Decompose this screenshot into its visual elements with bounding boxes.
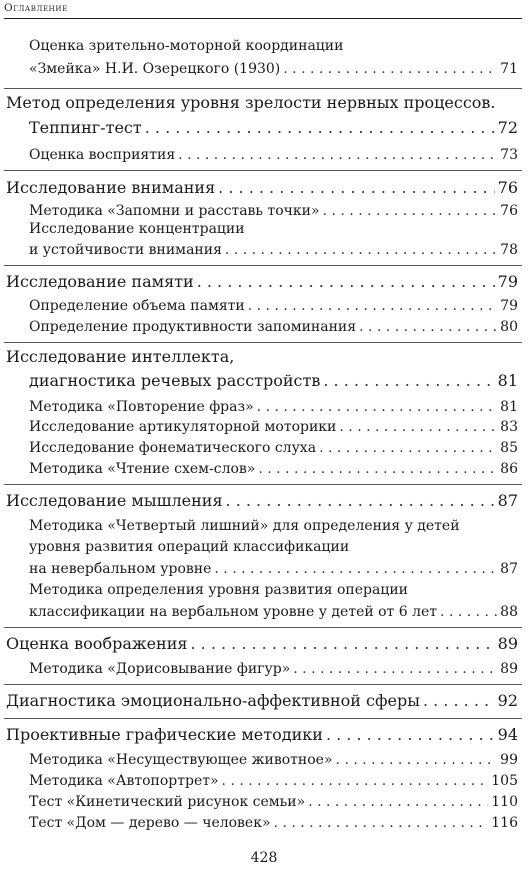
leader-dots bbox=[178, 147, 497, 163]
toc-section-imagination bbox=[6, 634, 518, 653]
toc-page-number: 87 bbox=[497, 491, 518, 510]
toc-entry-title: Оценка восприятия bbox=[29, 147, 176, 163]
toc-page-number: 116 bbox=[491, 815, 518, 831]
leader-dots bbox=[359, 319, 497, 335]
leader-dots bbox=[214, 561, 497, 577]
toc-section-title: Проективные графические методики bbox=[6, 725, 323, 744]
leader-dots bbox=[283, 61, 497, 77]
toc-entry-title: классификации на вербальном уровне у детей от 6 лет bbox=[29, 604, 438, 620]
toc-section-memory bbox=[6, 272, 518, 291]
toc-entry-title: Методика «Автопортрет» bbox=[29, 773, 219, 789]
leader-dots bbox=[197, 272, 495, 291]
toc-page-number: 99 bbox=[500, 752, 518, 768]
toc-page-number: 105 bbox=[491, 773, 518, 789]
section-divider bbox=[4, 484, 522, 485]
leader-dots bbox=[226, 491, 495, 510]
toc-entry-title: Методика «Чтение схем-слов» bbox=[29, 461, 256, 477]
leader-dots bbox=[257, 399, 498, 415]
running-head: Оглавление bbox=[4, 2, 68, 14]
toc-section-title: Исследование мышления bbox=[6, 491, 223, 510]
toc-section-projective bbox=[6, 725, 518, 744]
toc-section-title: Оценка воображения bbox=[6, 634, 188, 653]
toc-entry-remember-dots bbox=[29, 203, 518, 219]
toc-entry-line: Методика «Четвертый лишний» для определения у детей bbox=[29, 518, 460, 534]
leader-dots bbox=[145, 118, 495, 137]
toc-entry-title: Методика «Запомни и расставь точки» bbox=[29, 203, 320, 219]
toc-entry-title: Тест «Дом — дерево — человек» bbox=[29, 815, 271, 831]
leader-dots bbox=[423, 691, 495, 710]
section-divider bbox=[4, 684, 522, 685]
toc-entry-title: Определение продуктивности запоминания bbox=[29, 319, 357, 335]
toc-page-number: 79 bbox=[500, 298, 518, 314]
toc-entry-animal bbox=[29, 752, 518, 768]
toc-entry-title: «Змейка» Н.И. Озерецкого (1930) bbox=[29, 61, 281, 77]
toc-entry-title: на невербальном уровне bbox=[29, 561, 212, 577]
leader-dots bbox=[308, 794, 488, 810]
toc-entry-zmeyka bbox=[29, 61, 518, 77]
leader-dots bbox=[258, 461, 497, 477]
toc-section-line: Метод определения уровня зрелости нервных процессов. bbox=[6, 93, 496, 112]
section-divider bbox=[4, 88, 522, 89]
toc-section-thinking bbox=[6, 491, 518, 510]
leader-dots bbox=[293, 661, 497, 677]
section-divider bbox=[4, 342, 522, 343]
toc-page-number: 81 bbox=[497, 371, 518, 390]
toc-entry-title: Методика «Несуществующее животное» bbox=[29, 752, 333, 768]
toc-entry-selfportrait bbox=[29, 773, 518, 789]
leader-dots bbox=[336, 752, 498, 768]
toc-section-title: Исследование внимания bbox=[6, 178, 216, 197]
toc-entry-phrases bbox=[29, 399, 518, 415]
toc-page-number: 88 bbox=[500, 604, 518, 620]
toc-entry-memory-volume bbox=[29, 298, 518, 314]
toc-entry-figures bbox=[29, 661, 518, 677]
toc-page-number: 81 bbox=[500, 399, 518, 415]
toc-page-number: 89 bbox=[497, 634, 518, 653]
toc-section-emotional bbox=[6, 691, 518, 710]
toc-page-number: 85 bbox=[500, 440, 518, 456]
toc-page-number: 73 bbox=[500, 147, 518, 163]
toc-entry-phonemic bbox=[29, 440, 518, 456]
toc-entry-family bbox=[29, 794, 518, 810]
toc-entry-title: Исследование фонематического слуха bbox=[29, 440, 317, 456]
toc-entry-memory-productivity bbox=[29, 319, 518, 335]
toc-entry-articulation bbox=[29, 419, 518, 435]
leader-dots bbox=[319, 440, 497, 456]
toc-page-number: 71 bbox=[500, 61, 518, 77]
toc-page-number: 83 bbox=[500, 419, 518, 435]
toc-entry-perception bbox=[29, 147, 518, 163]
toc-entry-house bbox=[29, 815, 518, 831]
toc-page-number: 92 bbox=[497, 691, 518, 710]
toc-page-number: 78 bbox=[500, 242, 518, 258]
toc-entry-line: уровня развития операций классификации bbox=[29, 539, 350, 555]
toc-entry-verbal-classification bbox=[29, 604, 518, 620]
section-divider bbox=[4, 718, 522, 719]
leader-dots bbox=[274, 815, 489, 831]
toc-section-title: Исследование памяти bbox=[6, 272, 194, 291]
toc-section-attention bbox=[6, 178, 518, 197]
toc-page-number: 87 bbox=[500, 561, 518, 577]
toc-page-number: 86 bbox=[500, 461, 518, 477]
leader-dots bbox=[326, 725, 495, 744]
section-divider bbox=[4, 265, 522, 266]
toc-page-number: 76 bbox=[497, 178, 518, 197]
leader-dots bbox=[440, 604, 497, 620]
leader-dots bbox=[248, 298, 497, 314]
leader-dots bbox=[190, 634, 494, 653]
toc-entry-line: Исследование концентрации bbox=[29, 221, 245, 237]
toc-section-line: Исследование интеллекта, bbox=[6, 347, 235, 366]
leader-dots bbox=[323, 371, 494, 390]
toc-section-title: Диагностика эмоционально-аффективной сферы bbox=[6, 691, 420, 710]
leader-dots bbox=[225, 242, 497, 258]
leader-dots bbox=[339, 419, 497, 435]
toc-entry-title: Исследование артикуляторной моторики bbox=[29, 419, 337, 435]
toc-section-title: диагностика речевых расстройств bbox=[29, 371, 321, 390]
toc-entry-scheme-words bbox=[29, 461, 518, 477]
toc-page-number: 72 bbox=[497, 118, 518, 137]
toc-entry-title: и устойчивости внимания bbox=[29, 242, 222, 258]
leader-dots bbox=[222, 773, 489, 789]
toc-entry-title: Определение объема памяти bbox=[29, 298, 245, 314]
header-rule bbox=[4, 18, 522, 19]
section-divider bbox=[4, 627, 522, 628]
toc-entry-line: Оценка зрительно-моторной координации bbox=[29, 38, 344, 54]
toc-page-number: 79 bbox=[497, 272, 518, 291]
toc-entry-title: Тест «Кинетический рисунок семьи» bbox=[29, 794, 306, 810]
toc-entry-concentration bbox=[29, 242, 518, 258]
toc-entry-fourth-odd bbox=[29, 561, 518, 577]
toc-entry-title: Теппинг-тест bbox=[29, 118, 142, 137]
toc-page-number: 110 bbox=[491, 794, 518, 810]
toc-page-number: 94 bbox=[497, 725, 518, 744]
toc-page-number: 76 bbox=[500, 203, 518, 219]
toc-entry-title: Методика «Повторение фраз» bbox=[29, 399, 254, 415]
section-divider bbox=[4, 170, 522, 171]
toc-page-number: 80 bbox=[500, 319, 518, 335]
toc-entry-title: Методика «Дорисовывание фигур» bbox=[29, 661, 291, 677]
toc-entry-line: Методика определения уровня развития операции bbox=[29, 582, 408, 598]
page-number: 428 bbox=[250, 850, 278, 866]
toc-page-number: 89 bbox=[500, 661, 518, 677]
toc-section-intellect bbox=[29, 371, 518, 390]
toc-entry-tapping bbox=[29, 118, 518, 137]
leader-dots bbox=[218, 178, 494, 197]
leader-dots bbox=[323, 203, 498, 219]
